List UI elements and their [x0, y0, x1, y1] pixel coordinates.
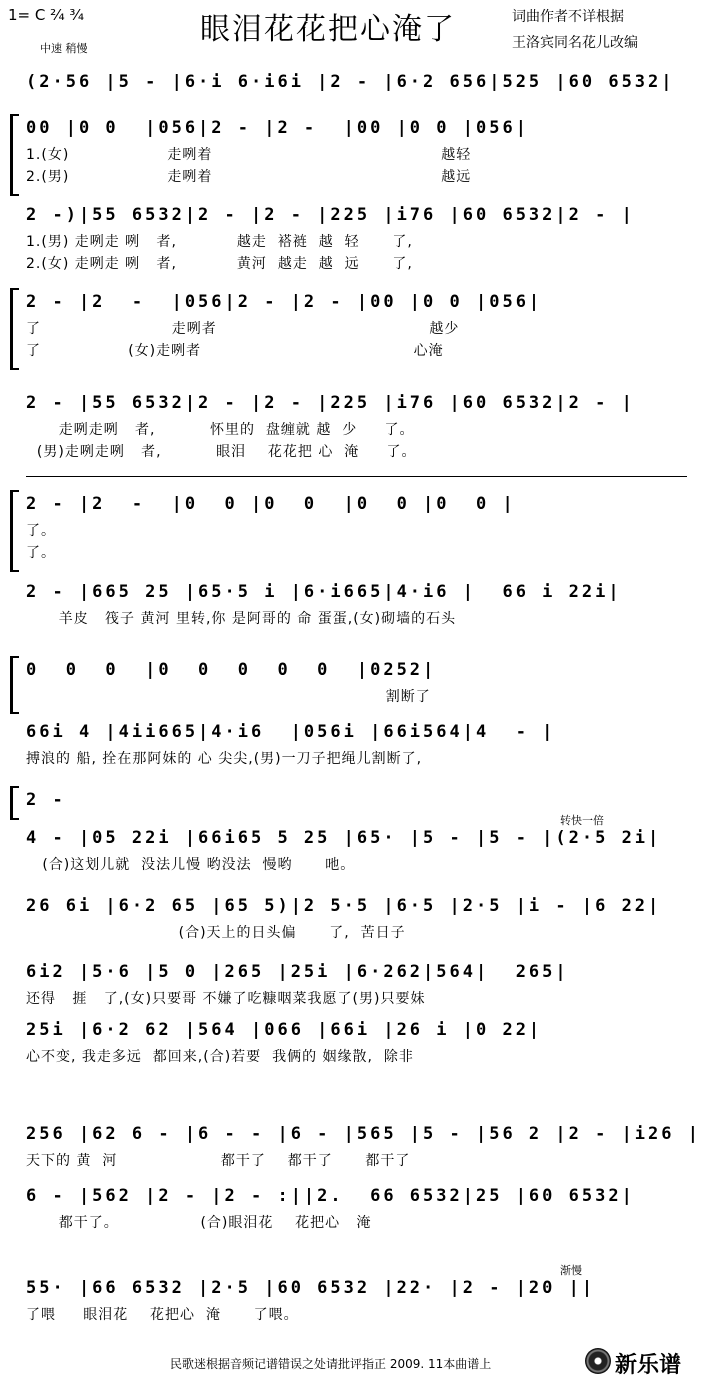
notation-line: 25i |6·2 62 |564 |066 |66i |26 i |0 22| [26, 1020, 543, 1040]
lyric-line: 了 走咧者 越少 [26, 321, 460, 337]
notation-line: 55· |66 6532 |2·5 |60 6532 |22· |2 - |20 || [26, 1278, 596, 1298]
lyric-line: 走咧走咧 者, 怀里的 盘缠就 越 少 了。 [26, 422, 415, 438]
system-brace [10, 288, 19, 370]
lyric-line: (合)这划儿就 没法儿慢 哟没法 慢哟 吔。 [26, 857, 356, 873]
footer-note: 民歌迷根据音频记谱错误之处请批评指正 2009. 11本曲谱上 [170, 1357, 492, 1371]
lyric-line: (男)走咧走咧 者, 眼泪 花花把 心 淹 了。 [26, 444, 417, 460]
key-signature: 1= C ²⁄₄ ³⁄₄ [8, 6, 84, 24]
lyric-line: 了。 [26, 523, 56, 539]
credit-line-1: 词曲作者不详根据 [512, 9, 624, 25]
volta-bracket [26, 476, 687, 477]
notation-line: 2 - |665 25 |65·5 i |6·i665|4·i6 | 66 i 22i| [26, 582, 622, 602]
notation-line: 2 - |2 - |0 0 |0 0 |0 0 |0 0 | [26, 494, 516, 514]
lyric-line: 1.(男) 走咧走 咧 者, 越走 褡裢 越 轻 了, [26, 234, 413, 250]
lyric-line: 2.(女) 走咧走 咧 者, 黄河 越走 越 远 了, [26, 256, 413, 272]
system-brace [10, 114, 19, 196]
notation-line: 256 |62 6 - |6 - - |6 - |565 |5 - |56 2 |2 - |i26 | [26, 1124, 701, 1144]
lyric-line: 搏浪的 船, 拴在那阿妹的 心 尖尖,(男)一刀子把绳儿割断了, [26, 751, 423, 767]
notation-line: 00 |0 0 |056|2 - |2 - |00 |0 0 |056| [26, 118, 529, 138]
system-brace [10, 490, 19, 572]
notation-line: 6i2 |5·6 |5 0 |265 |25i |6·262|564| 265| [26, 962, 569, 982]
lyric-line: (合)天上的日头偏 了, 苦日子 [26, 925, 406, 941]
record-disc-icon [585, 1348, 611, 1374]
notation-line: (2·56 |5 - |6·i 6·i6i |2 - |6·2 656|525 |60 6532| [26, 72, 675, 92]
lyric-line: 1.(女) 走咧着 越轻 [26, 147, 472, 163]
notation-line: 26 6i |6·2 65 |65 5)|2 5·5 |6·5 |2·5 |i - |6 22| [26, 896, 662, 916]
lyric-line: 了 (女)走咧者 心淹 [26, 343, 444, 359]
notation-line: 6 - |562 |2 - |2 - :||2. 66 6532|25 |60 6532| [26, 1186, 635, 1206]
notation-line: 0 0 0 |0 0 0 0 0 |0252| [26, 660, 437, 680]
lyric-line: 羊皮 筏子 黄河 里转,你 是阿哥的 命 蛋蛋,(女)砌墙的石头 [26, 611, 457, 627]
lyric-line: 2.(男) 走咧着 越远 [26, 169, 472, 185]
notation-line: 66i 4 |4ii665|4·i6 |056i |66i564|4 - | [26, 722, 556, 742]
lyric-line: 天下的 黄 河 都干了 都干了 都干了 [26, 1153, 411, 1169]
site-logo: 新乐谱 [615, 1353, 682, 1378]
lyric-line: 割断了 [26, 689, 431, 705]
lyric-line: 心不变, 我走多远 都回来,(合)若要 我俩的 姻缘散, 除非 [26, 1049, 414, 1065]
tempo-marking: 中速 稍慢 [40, 42, 88, 55]
performance-mark: 转快一倍 [560, 814, 604, 827]
notation-line: 2 - |2 - |056|2 - |2 - |00 |0 0 |056| [26, 292, 543, 312]
lyric-line: 还得 捱 了,(女)只要哥 不嫌了吃糠咽菜我愿了(男)只要妹 [26, 991, 426, 1007]
credit-line-2: 王洛宾同名花儿改编 [512, 35, 638, 51]
lyric-line: 都干了。 (合)眼泪花 花把心 淹 [26, 1215, 372, 1231]
system-brace [10, 786, 19, 820]
notation-line: 4 - |05 22i |66i65 5 25 |65· |5 - |5 - |(2·5 2i| [26, 828, 662, 848]
lyric-line: 了喂 眼泪花 花把心 淹 了喂。 [26, 1307, 299, 1323]
system-brace [10, 656, 19, 714]
performance-mark: 渐慢 [560, 1264, 582, 1277]
notation-line: 2 - [26, 790, 79, 810]
notation-line: 2 -)|55 6532|2 - |2 - |225 |i76 |60 6532|2 - | [26, 205, 635, 225]
notation-line: 2 - |55 6532|2 - |2 - |225 |i76 |60 6532|2 - | [26, 393, 635, 413]
lyric-line: 了。 [26, 545, 56, 561]
song-title: 眼泪花花把心淹了 [200, 12, 456, 47]
